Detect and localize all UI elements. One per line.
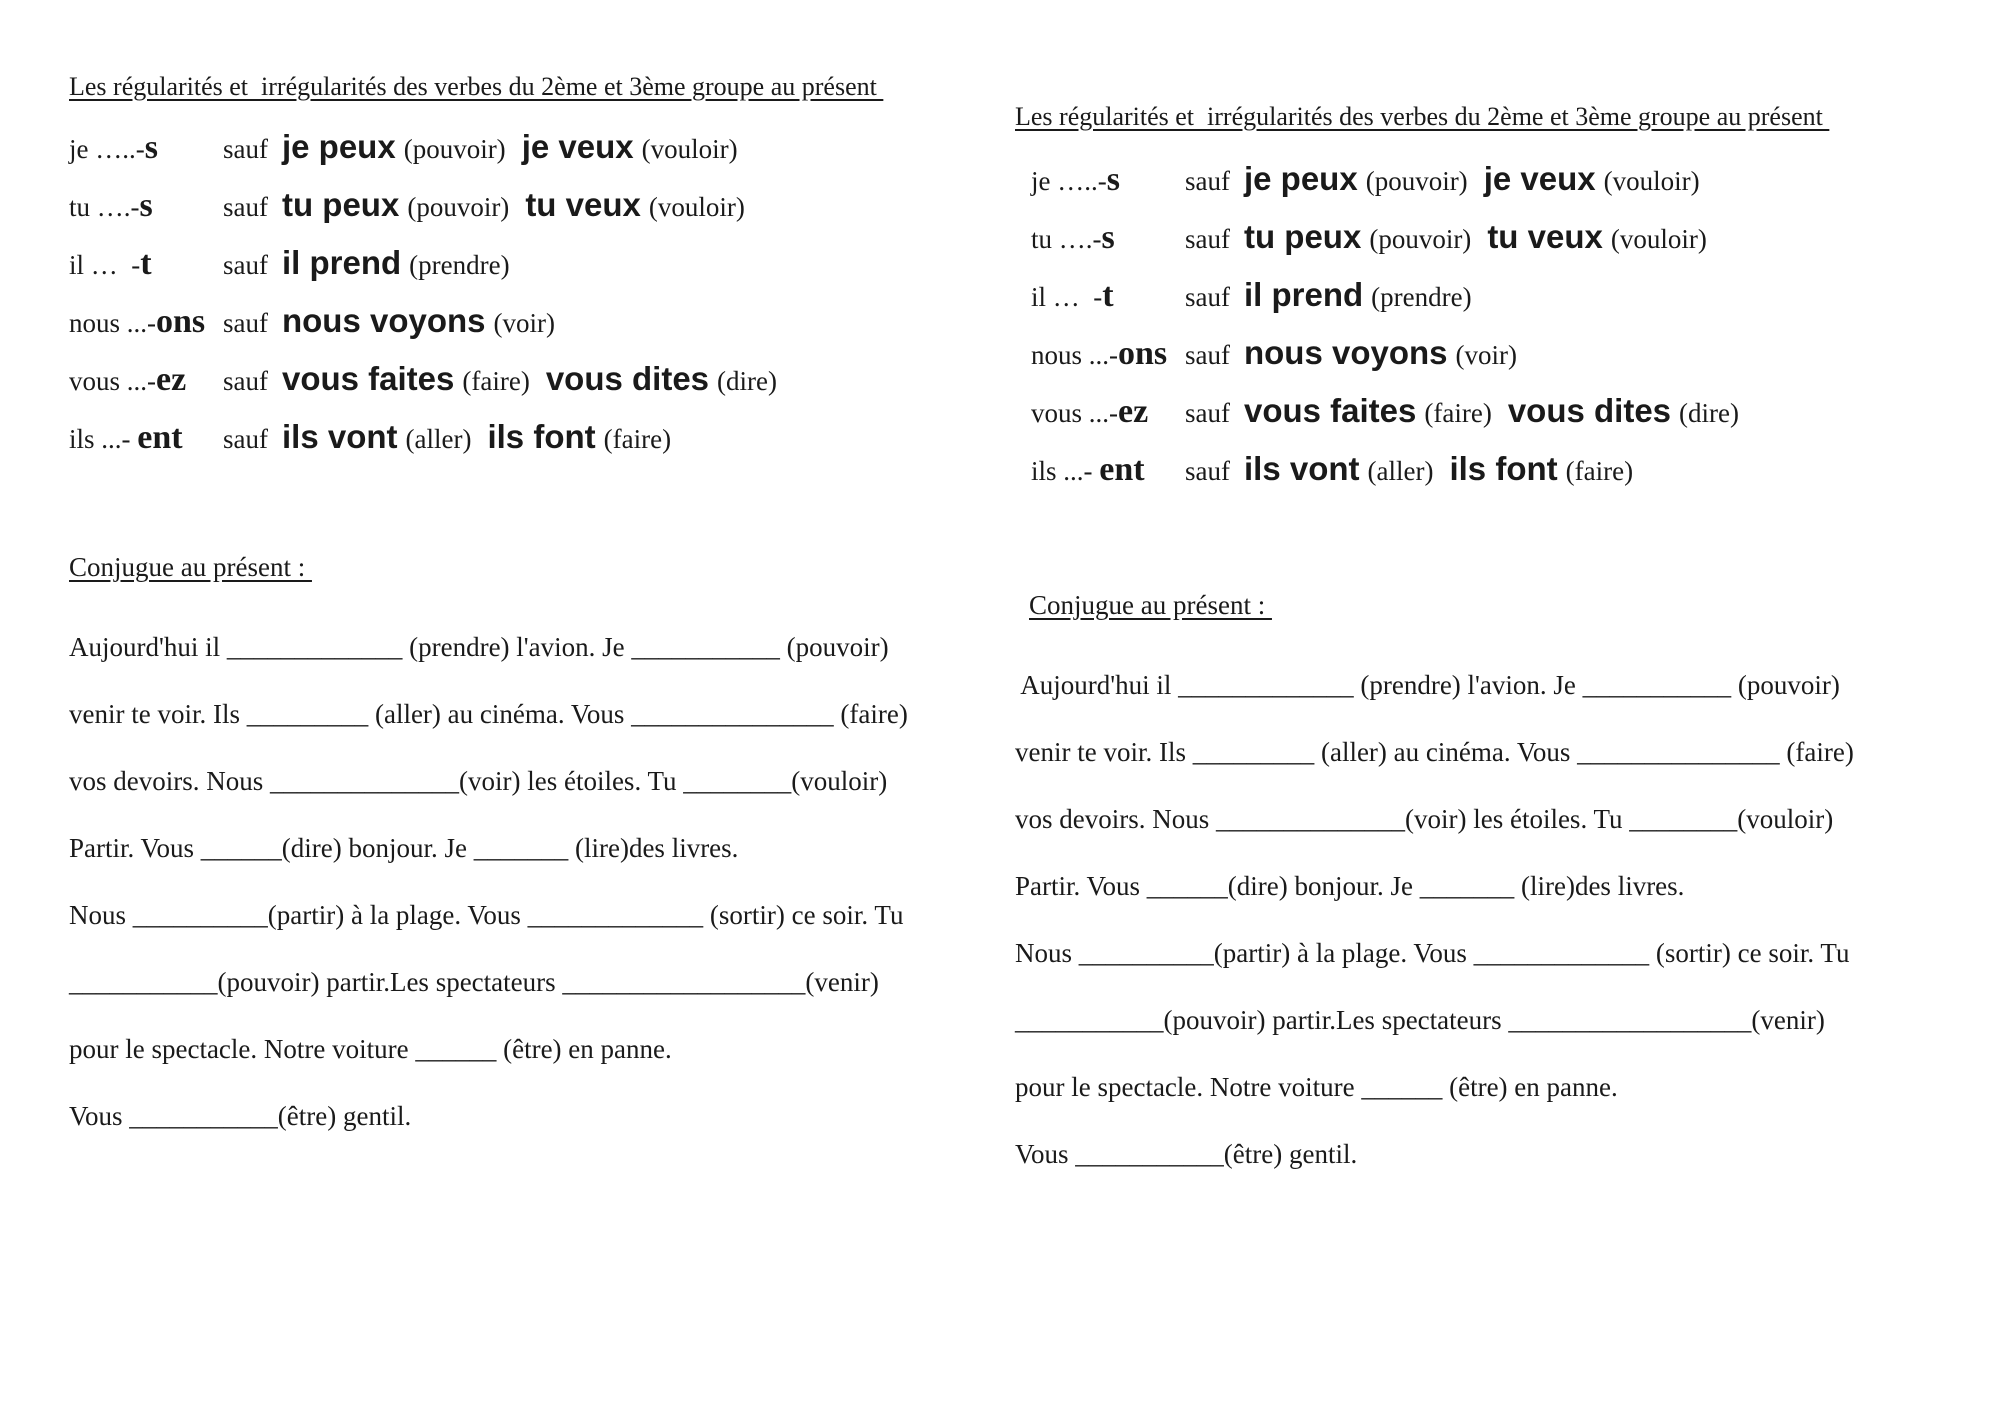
rule-subject — [69, 177, 223, 236]
rule-ending: s — [1101, 219, 1115, 256]
infinitive: (dire) — [1679, 398, 1740, 428]
irregular-verb: tu veux — [525, 186, 641, 223]
irregular-verb: vous faites — [281, 360, 455, 397]
rule-prefix: je …..- — [1031, 166, 1107, 196]
exercise-line: Aujourd'hui il _____________ (prendre) l'avion. Je ___________ (pouvoir) — [1015, 670, 1840, 700]
rule-exception-word: sauf — [1185, 224, 1230, 254]
rule-ending: s — [139, 187, 153, 224]
exercise-text — [69, 614, 1029, 1150]
worksheet-left — [69, 70, 1029, 1150]
rule-ending: ez — [1118, 393, 1149, 430]
irregular-verb: il prend — [281, 244, 402, 281]
worksheet-right — [1015, 100, 1975, 1188]
worksheet-title: Les régularités et irrégularités des verbes du 2ème et 3ème groupe au présent — [69, 72, 884, 101]
rule-subject — [69, 409, 223, 468]
rule-row — [1031, 208, 1975, 266]
rule-ending: ez — [156, 361, 187, 398]
rule-exception-word: sauf — [1185, 456, 1230, 486]
infinitive: (vouloir) — [1610, 224, 1707, 254]
rule-row — [1031, 440, 1975, 498]
rule-prefix: il … - — [69, 250, 141, 280]
irregular-verb: nous voyons — [1243, 334, 1448, 371]
exercise-line: venir te voir. Ils _________ (aller) au cinéma. Vous _______________ (faire) — [69, 699, 908, 729]
rule-subject — [69, 293, 223, 352]
rule-exception-word: sauf — [223, 250, 268, 280]
irregular-verb: il prend — [1243, 276, 1364, 313]
infinitive: (vouloir) — [641, 134, 738, 164]
rule-row — [69, 176, 1029, 234]
rule-ending: ent — [137, 419, 183, 456]
conjugation-rules — [1015, 150, 1975, 498]
irregular-verb: je peux — [281, 128, 396, 165]
irregular-verb: ils vont — [281, 418, 398, 455]
rule-exception-word: sauf — [1185, 398, 1230, 428]
rule-prefix: ils ...- — [1031, 456, 1100, 486]
rule-exception-word: sauf — [1185, 166, 1230, 196]
exercise-line: vos devoirs. Nous ______________(voir) les étoiles. Tu ________(vouloir) — [1015, 804, 1834, 834]
exercise-line: pour le spectacle. Notre voiture ______ (être) en panne. — [69, 1034, 672, 1064]
rule-ending: ons — [156, 303, 206, 340]
rule-ending: s — [144, 129, 158, 166]
exercise-line: pour le spectacle. Notre voiture ______ (être) en panne. — [1015, 1072, 1618, 1102]
irregular-verb: vous dites — [545, 360, 710, 397]
rule-subject — [1031, 441, 1185, 500]
rule-subject — [1031, 383, 1185, 442]
rule-exception-word: sauf — [223, 308, 268, 338]
rule-exception-word: sauf — [223, 192, 268, 222]
irregular-verb: tu peux — [281, 186, 400, 223]
rule-ending: t — [140, 245, 152, 282]
irregular-verb: ils font — [487, 418, 596, 455]
infinitive: (pouvoir) — [407, 192, 510, 222]
rule-prefix: vous ...- — [1031, 398, 1118, 428]
exercise-line: ___________(pouvoir) partir.Les spectateurs __________________(venir) — [69, 967, 879, 997]
infinitive: (faire) — [1424, 398, 1492, 428]
rule-ending: ons — [1118, 335, 1168, 372]
rule-row — [1031, 150, 1975, 208]
exercise-title: Conjugue au présent : — [1029, 590, 1272, 620]
rule-exception-word: sauf — [223, 424, 268, 454]
infinitive: (aller) — [405, 424, 472, 454]
rule-row — [1031, 266, 1975, 324]
irregular-verb: vous faites — [1243, 392, 1417, 429]
infinitive: (aller) — [1367, 456, 1434, 486]
exercise-line: vos devoirs. Nous ______________(voir) les étoiles. Tu ________(vouloir) — [69, 766, 888, 796]
infinitive: (dire) — [717, 366, 778, 396]
rule-subject — [69, 119, 223, 178]
exercise-line: Aujourd'hui il _____________ (prendre) l'avion. Je ___________ (pouvoir) — [69, 632, 889, 662]
rule-row — [69, 234, 1029, 292]
rule-prefix: tu ….- — [69, 192, 140, 222]
irregular-verb: je peux — [1243, 160, 1358, 197]
rule-row — [69, 408, 1029, 466]
irregular-verb: je veux — [521, 128, 634, 165]
infinitive: (faire) — [462, 366, 530, 396]
exercise-line: Vous ___________(être) gentil. — [69, 1101, 412, 1131]
infinitive: (pouvoir) — [1369, 224, 1472, 254]
worksheet-title: Les régularités et irrégularités des verbes du 2ème et 3ème groupe au présent — [1015, 102, 1830, 131]
irregular-verb: je veux — [1483, 160, 1596, 197]
exercise-line: venir te voir. Ils _________ (aller) au cinéma. Vous _______________ (faire) — [1015, 737, 1854, 767]
rule-subject — [1031, 209, 1185, 268]
irregular-verb: ils vont — [1243, 450, 1360, 487]
infinitive: (prendre) — [409, 250, 510, 280]
infinitive: (faire) — [1565, 456, 1634, 486]
infinitive: (vouloir) — [1603, 166, 1700, 196]
exercise-text — [1015, 652, 1975, 1188]
rule-exception-word: sauf — [1185, 282, 1230, 312]
infinitive: (pouvoir) — [1365, 166, 1468, 196]
rule-prefix: vous ...- — [69, 366, 156, 396]
rule-prefix: nous ...- — [1031, 340, 1118, 370]
rule-exception-word: sauf — [223, 134, 268, 164]
rule-subject — [69, 235, 223, 294]
infinitive: (voir) — [493, 308, 555, 338]
infinitive: (vouloir) — [648, 192, 745, 222]
exercise-title: Conjugue au présent : — [69, 552, 312, 582]
rule-prefix: il … - — [1031, 282, 1103, 312]
exercise-line: Vous ___________(être) gentil. — [1015, 1139, 1358, 1169]
rule-ending: s — [1106, 161, 1120, 198]
exercise-line: Partir. Vous ______(dire) bonjour. Je _______ (lire)des livres. — [69, 833, 739, 863]
rule-row — [1031, 382, 1975, 440]
exercise-line: Nous __________(partir) à la plage. Vous _____________ (sortir) ce soir. Tu — [69, 900, 904, 930]
rule-prefix: ils ...- — [69, 424, 138, 454]
rule-prefix: je …..- — [69, 134, 145, 164]
irregular-verb: tu veux — [1487, 218, 1603, 255]
irregular-verb: vous dites — [1507, 392, 1672, 429]
irregular-verb: nous voyons — [281, 302, 486, 339]
rule-subject — [1031, 325, 1185, 384]
rule-prefix: tu ….- — [1031, 224, 1102, 254]
rule-ending: t — [1102, 277, 1114, 314]
exercise-line: Nous __________(partir) à la plage. Vous _____________ (sortir) ce soir. Tu — [1015, 938, 1850, 968]
irregular-verb: tu peux — [1243, 218, 1362, 255]
rule-exception-word: sauf — [223, 366, 268, 396]
rule-row — [1031, 324, 1975, 382]
rule-row — [69, 292, 1029, 350]
irregular-verb: ils font — [1449, 450, 1558, 487]
exercise-line: Partir. Vous ______(dire) bonjour. Je _______ (lire)des livres. — [1015, 871, 1685, 901]
rule-ending: ent — [1099, 451, 1145, 488]
rule-subject — [69, 351, 223, 410]
rule-exception-word: sauf — [1185, 340, 1230, 370]
conjugation-rules — [69, 118, 1029, 466]
rule-row — [69, 350, 1029, 408]
rule-row — [69, 118, 1029, 176]
rule-subject — [1031, 151, 1185, 210]
infinitive: (prendre) — [1371, 282, 1472, 312]
infinitive: (faire) — [603, 424, 672, 454]
rule-subject — [1031, 267, 1185, 326]
exercise-line: ___________(pouvoir) partir.Les spectateurs __________________(venir) — [1015, 1005, 1825, 1035]
infinitive: (pouvoir) — [403, 134, 506, 164]
infinitive: (voir) — [1455, 340, 1517, 370]
rule-prefix: nous ...- — [69, 308, 156, 338]
